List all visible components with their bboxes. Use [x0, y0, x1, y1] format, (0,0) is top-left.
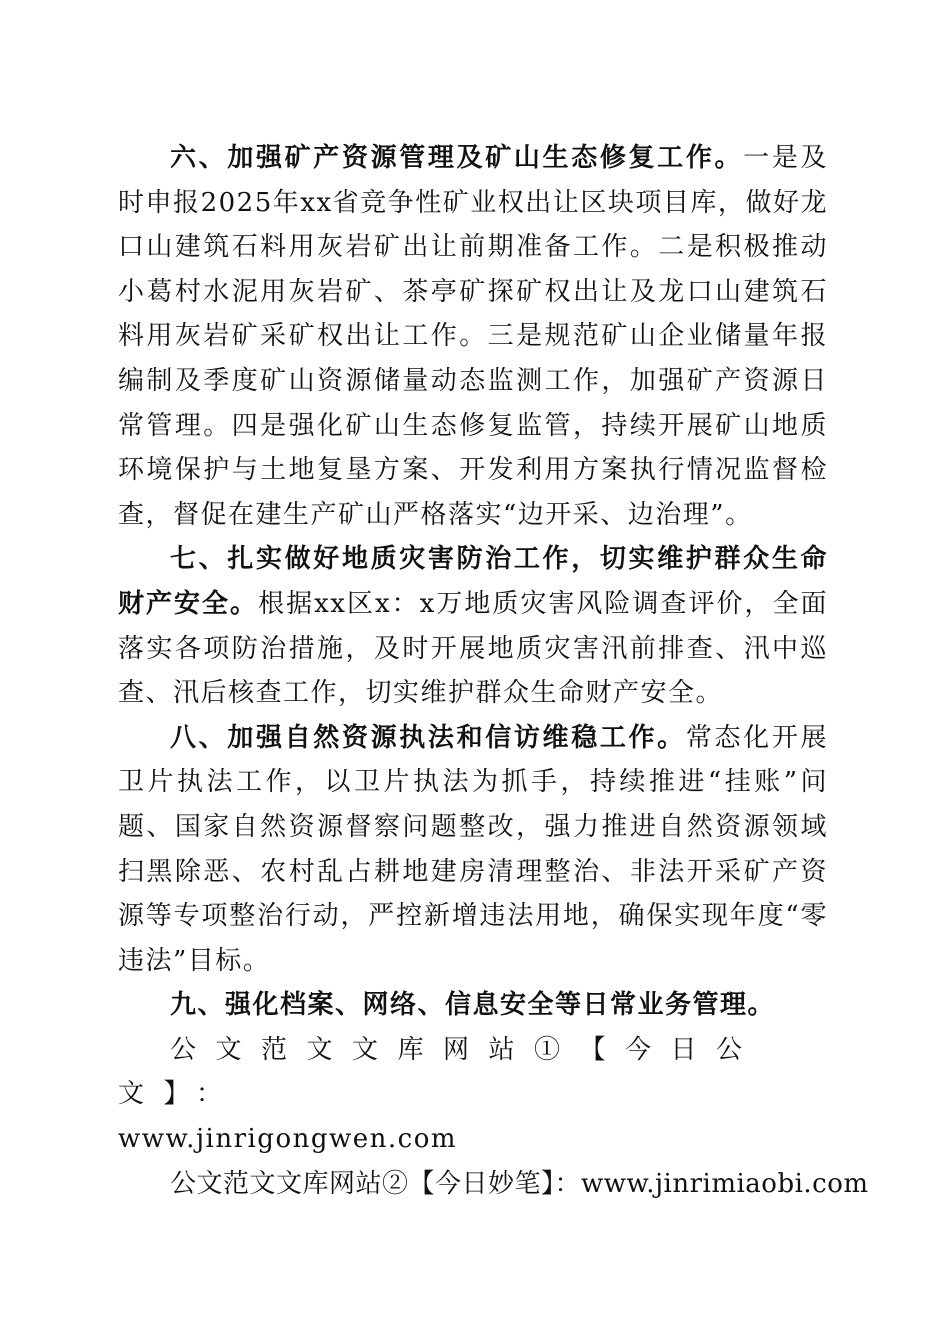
section-7-body: 根据xx区x：x万地质灾害风险调查评价，全面落实各项防治措施，及时开展地质灾害汛前排查、汛中巡查、汛后核查工作，切实维护群众生命财产安全。	[118, 588, 828, 709]
website-link-1-paragraph	[118, 1028, 828, 1162]
section-9-paragraph	[118, 983, 828, 1028]
website-link-2-label: 公文范文文库网站②【今日妙笔】：	[170, 1168, 582, 1199]
section-8-paragraph	[118, 716, 828, 984]
website-link-2-url[interactable]: www.jinrimiaobi.com	[581, 1168, 869, 1199]
section-8-heading: 八、加强自然资源执法和信访维稳工作。	[170, 722, 686, 753]
section-8-body: 常态化开展卫片执法工作，以卫片执法为抓手，持续推进“挂账”问题、国家自然资源督察问题整改，强力推进自然资源领域扫黑除恶、农村乱占耕地建房清理整治、非法开采矿产资源等专项整治行动，严控新增违法用地，确保实现年度“零违法”目标。	[118, 722, 828, 976]
website-link-1-label: 公文范文文库网站①【今日公文】：	[118, 1034, 762, 1110]
section-6-heading: 六、加强矿产资源管理及矿山生态修复工作。	[170, 143, 744, 173]
website-link-2-line	[170, 1169, 869, 1199]
section-6-body: 一是及时申报2025年xx省竞争性矿业权出让区块项目库，做好龙口山建筑石料用灰岩矿出让前期准备工作。二是积极推动小葛村水泥用灰岩矿、茶亭矿探矿权出让及龙口山建筑石料用灰岩矿采矿权出让工作。三是规范矿山企业储量年报编制及季度矿山资源储量动态监测工作，加强矿产资源日常管理。四是强化矿山生态修复监管，持续开展矿山地质环境保护与土地复垦方案、开发利用方案执行情况监督检查，督促在建生产矿山严格落实“边开采、边治理”。	[118, 143, 828, 530]
document-page	[118, 136, 869, 1206]
section-6-paragraph	[118, 136, 828, 537]
section-9-heading: 九、强化档案、网络、信息安全等日常业务管理。	[170, 990, 776, 1021]
website-link-2-paragraph	[118, 1162, 869, 1207]
website-link-1-url[interactable]: www.jinrigongwen.com	[118, 1124, 458, 1155]
section-7-heading: 七、扎实做好地质灾害防治工作，切实维护群众生命财产安全。	[118, 544, 828, 619]
section-7-paragraph	[118, 537, 828, 715]
